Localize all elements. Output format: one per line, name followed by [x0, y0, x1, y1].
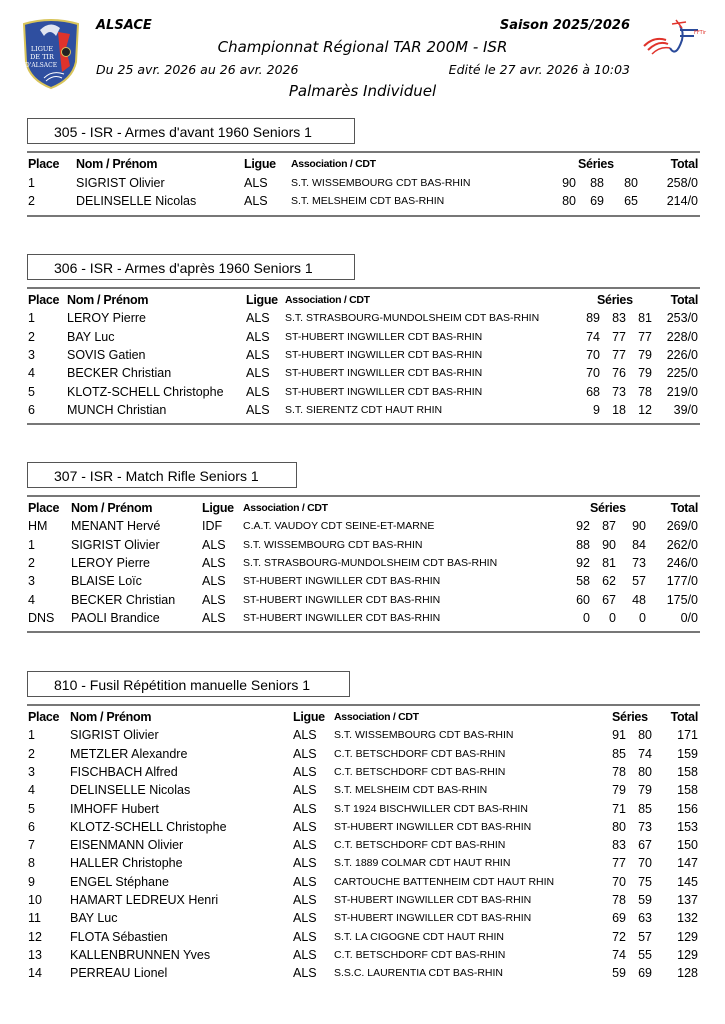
svg-text:LIGUE: LIGUE — [30, 45, 54, 53]
table-row — [0, 838, 725, 856]
section-title-box: 306 - ISR - Armes d'après 1960 Seniors 1 — [27, 254, 355, 280]
table-row — [0, 366, 725, 384]
series-score-cell: 90 — [562, 175, 576, 190]
total-cell: 158 — [677, 764, 698, 779]
name-cell: FLOTA Sébastien — [70, 929, 168, 944]
association-cell: S.T. WISSEMBOURG CDT BAS-RHIN — [291, 176, 471, 189]
total-cell: 225/0 — [666, 366, 698, 381]
series-score-cell: 0 — [583, 610, 590, 625]
place-cell: 3 — [28, 347, 35, 362]
association-cell: C.T. BETSCHDORF CDT BAS-RHIN — [334, 747, 506, 760]
series-score-cell: 12 — [638, 402, 652, 417]
column-header-association: Association / CDT — [291, 158, 376, 170]
table-row — [0, 194, 725, 212]
table-row — [0, 820, 725, 838]
column-header-series: Séries — [590, 501, 626, 515]
league-cell: ALS — [293, 783, 317, 798]
series-score-cell: 71 — [612, 801, 626, 816]
name-cell: KALLENBRUNNEN Yves — [70, 947, 211, 962]
place-cell: 4 — [28, 592, 35, 607]
section-top-rule — [27, 704, 700, 706]
series-score-cell: 92 — [576, 519, 590, 534]
league-cell: ALS — [246, 329, 270, 344]
series-score-cell: 48 — [632, 592, 646, 607]
place-cell: 13 — [28, 947, 42, 962]
series-score-cell: 79 — [612, 783, 626, 798]
total-cell: 156 — [677, 801, 698, 816]
column-header-association: Association / CDT — [334, 711, 419, 723]
name-cell: DELINSELLE Nicolas — [76, 194, 197, 208]
league-cell: ALS — [244, 175, 268, 190]
series-score-cell: 9 — [593, 402, 600, 417]
league-cell: ALS — [293, 838, 317, 853]
place-cell: 5 — [28, 384, 35, 399]
total-cell: 175/0 — [666, 592, 698, 607]
section-title-box: 307 - ISR - Match Rifle Seniors 1 — [27, 462, 297, 488]
league-cell: ALS — [293, 966, 317, 981]
series-score-cell: 78 — [638, 384, 652, 399]
column-header-league: Ligue — [202, 501, 234, 515]
series-score-cell: 80 — [562, 194, 576, 208]
place-cell: 12 — [28, 929, 42, 944]
association-cell: ST-HUBERT INGWILLER CDT BAS-RHIN — [334, 912, 532, 925]
total-cell: 129 — [677, 929, 698, 944]
series-score-cell: 78 — [612, 764, 626, 779]
league-cell: ALS — [293, 728, 317, 743]
association-cell: ST-HUBERT INGWILLER CDT BAS-RHIN — [285, 348, 483, 361]
place-cell: 4 — [28, 366, 35, 381]
place-cell: 1 — [28, 175, 35, 190]
series-score-cell: 83 — [612, 311, 626, 326]
column-header-place: Place — [28, 293, 60, 307]
total-cell: 171 — [677, 728, 698, 743]
league-cell: ALS — [293, 856, 317, 871]
league-cell: ALS — [293, 911, 317, 926]
association-cell: C.T. BETSCHDORF CDT BAS-RHIN — [334, 839, 506, 852]
series-score-cell: 80 — [638, 764, 652, 779]
table-row — [0, 966, 725, 984]
league-cell: ALS — [293, 801, 317, 816]
series-score-cell: 73 — [638, 819, 652, 834]
total-cell: 258/0 — [666, 175, 698, 190]
league-cell: ALS — [246, 402, 270, 417]
column-header-place: Place — [28, 157, 60, 171]
table-header-row — [0, 710, 725, 728]
league-name: ALSACE — [96, 18, 152, 33]
total-cell: 39/0 — [673, 402, 698, 417]
association-cell: ST-HUBERT INGWILLER CDT BAS-RHIN — [285, 385, 483, 398]
association-cell: S.T. WISSEMBOURG CDT BAS-RHIN — [243, 538, 423, 551]
name-cell: BAY Luc — [67, 329, 115, 344]
name-cell: MUNCH Christian — [67, 402, 167, 417]
event-dates: Du 25 avr. 2026 au 26 avr. 2026 — [96, 62, 299, 77]
series-score-cell: 81 — [602, 555, 616, 570]
table-row — [0, 930, 725, 948]
series-score-cell: 92 — [576, 555, 590, 570]
series-score-cell: 74 — [586, 329, 600, 344]
total-cell: 132 — [677, 911, 698, 926]
series-score-cell: 80 — [624, 175, 638, 190]
column-header-total: Total — [670, 501, 698, 515]
place-cell: 1 — [28, 311, 35, 326]
table-row — [0, 948, 725, 966]
series-score-cell: 70 — [612, 874, 626, 889]
series-score-cell: 67 — [602, 592, 616, 607]
section-title-box: 810 - Fusil Répétition manuelle Seniors 1 — [27, 671, 350, 697]
series-score-cell: 18 — [612, 402, 626, 417]
association-cell: S.T. MELSHEIM CDT BAS-RHIN — [291, 195, 445, 207]
league-cell: ALS — [246, 384, 270, 399]
svg-text:DE TIR: DE TIR — [30, 53, 54, 61]
place-cell: 14 — [28, 966, 42, 981]
table-row — [0, 385, 725, 403]
table-row — [0, 593, 725, 611]
name-cell: PERREAU Lionel — [70, 966, 168, 981]
league-cell: ALS — [293, 746, 317, 761]
league-cell: ALS — [293, 947, 317, 962]
svg-text:FFTir: FFTir — [694, 30, 707, 36]
place-cell: 2 — [28, 746, 35, 761]
series-score-cell: 57 — [638, 929, 652, 944]
name-cell: MENANT Hervé — [71, 519, 161, 534]
association-cell: S.T. MELSHEIM CDT BAS-RHIN — [334, 784, 488, 797]
series-score-cell: 74 — [612, 947, 626, 962]
series-score-cell: 90 — [602, 537, 616, 552]
name-cell: HAMART LEDREUX Henri — [70, 893, 219, 907]
league-cell: ALS — [246, 366, 270, 381]
league-cell: ALS — [293, 764, 317, 779]
association-cell: C.A.T. VAUDOY CDT SEINE-ET-MARNE — [243, 520, 435, 533]
name-cell: PAOLI Brandice — [71, 610, 160, 625]
series-score-cell: 69 — [612, 911, 626, 926]
series-score-cell: 63 — [638, 911, 652, 926]
name-cell: BAY Luc — [70, 911, 118, 926]
series-score-cell: 77 — [638, 329, 652, 344]
name-cell: ENGEL Stéphane — [70, 874, 169, 889]
column-header-total: Total — [670, 157, 698, 171]
section-bottom-rule — [27, 215, 700, 217]
league-cell: ALS — [293, 893, 317, 907]
place-cell: DNS — [28, 610, 55, 625]
column-header-name: Nom / Prénom — [71, 501, 153, 515]
table-row — [0, 538, 725, 556]
column-header-name: Nom / Prénom — [67, 293, 149, 307]
column-header-place: Place — [28, 501, 60, 515]
place-cell: 10 — [28, 893, 42, 907]
series-score-cell: 60 — [576, 592, 590, 607]
association-cell: S.T. 1889 COLMAR CDT HAUT RHIN — [334, 857, 511, 870]
total-cell: 228/0 — [666, 329, 698, 344]
association-cell: S.T. WISSEMBOURG CDT BAS-RHIN — [334, 729, 514, 742]
total-cell: 219/0 — [666, 384, 698, 399]
name-cell: SOVIS Gatien — [67, 347, 146, 362]
series-score-cell: 83 — [612, 838, 626, 853]
series-score-cell: 78 — [612, 893, 626, 907]
league-cell: ALS — [244, 194, 268, 208]
association-cell: C.T. BETSCHDORF CDT BAS-RHIN — [334, 765, 506, 778]
association-cell: ST-HUBERT INGWILLER CDT BAS-RHIN — [243, 611, 441, 624]
name-cell: KLOTZ-SCHELL Christophe — [67, 384, 224, 399]
series-score-cell: 77 — [612, 856, 626, 871]
total-cell: 262/0 — [666, 537, 698, 552]
page-title: Championnat Régional TAR 200M - ISR — [217, 38, 508, 56]
series-score-cell: 62 — [602, 574, 616, 589]
place-cell: HM — [28, 519, 48, 534]
series-score-cell: 68 — [586, 384, 600, 399]
league-cell: ALS — [293, 874, 317, 889]
total-cell: 158 — [677, 783, 698, 798]
svg-text:D'ALSACE: D'ALSACE — [24, 62, 58, 69]
series-score-cell: 59 — [638, 893, 652, 907]
series-score-cell: 65 — [624, 194, 638, 208]
series-score-cell: 79 — [638, 366, 652, 381]
table-row — [0, 574, 725, 592]
series-score-cell: 55 — [638, 947, 652, 962]
place-cell: 1 — [28, 537, 35, 552]
total-cell: 145 — [677, 874, 698, 889]
season-label: Saison 2025/2026 — [499, 18, 630, 33]
name-cell: KLOTZ-SCHELL Christophe — [70, 819, 227, 834]
table-row — [0, 856, 725, 874]
table-row — [0, 747, 725, 765]
column-header-association: Association / CDT — [285, 294, 370, 306]
name-cell: LEROY Pierre — [71, 555, 150, 570]
league-cell: ALS — [293, 819, 317, 834]
series-score-cell: 76 — [612, 366, 626, 381]
series-score-cell: 88 — [576, 537, 590, 552]
place-cell: 5 — [28, 801, 35, 816]
total-cell: 246/0 — [666, 555, 698, 570]
series-score-cell: 85 — [612, 746, 626, 761]
series-score-cell: 0 — [609, 610, 616, 625]
series-score-cell: 84 — [632, 537, 646, 552]
series-score-cell: 74 — [638, 746, 652, 761]
series-score-cell: 69 — [638, 966, 652, 981]
total-cell: 226/0 — [666, 347, 698, 362]
series-score-cell: 91 — [612, 728, 626, 743]
name-cell: DELINSELLE Nicolas — [70, 783, 191, 798]
section-top-rule — [27, 287, 700, 289]
total-cell: 214/0 — [666, 194, 698, 208]
table-row — [0, 176, 725, 194]
place-cell: 4 — [28, 783, 35, 798]
place-cell: 7 — [28, 838, 35, 853]
association-cell: S.T. SIERENTZ CDT HAUT RHIN — [285, 403, 443, 416]
series-score-cell: 69 — [590, 194, 604, 208]
total-cell: 129 — [677, 947, 698, 962]
total-cell: 137 — [677, 893, 698, 907]
total-cell: 128 — [677, 966, 698, 981]
league-cell: ALS — [202, 592, 226, 607]
column-header-total: Total — [670, 710, 698, 724]
league-cell: ALS — [202, 610, 226, 625]
league-cell: ALS — [246, 347, 270, 362]
page-subtitle: Palmarès Individuel — [288, 82, 437, 100]
table-row — [0, 519, 725, 537]
table-header-row — [0, 157, 725, 175]
column-header-league: Ligue — [293, 710, 325, 724]
series-score-cell: 73 — [632, 555, 646, 570]
series-score-cell: 70 — [586, 366, 600, 381]
table-row — [0, 783, 725, 801]
name-cell: BLAISE Loïc — [71, 574, 142, 589]
association-cell: S.T. STRASBOURG-MUNDOLSHEIM CDT BAS-RHIN — [285, 312, 540, 325]
series-score-cell: 88 — [590, 175, 604, 190]
association-cell: S.T 1924 BISCHWILLER CDT BAS-RHIN — [334, 802, 528, 815]
league-cell: ALS — [202, 537, 226, 552]
total-cell: 150 — [677, 838, 698, 853]
column-header-place: Place — [28, 710, 60, 724]
league-cell: ALS — [202, 574, 226, 589]
series-score-cell: 80 — [612, 819, 626, 834]
column-header-league: Ligue — [246, 293, 278, 307]
name-cell: IMHOFF Hubert — [70, 801, 159, 816]
association-cell: C.T. BETSCHDORF CDT BAS-RHIN — [334, 948, 506, 961]
series-score-cell: 70 — [586, 347, 600, 362]
association-cell: ST-HUBERT INGWILLER CDT BAS-RHIN — [334, 894, 532, 906]
column-header-league: Ligue — [244, 157, 276, 171]
table-row — [0, 765, 725, 783]
series-score-cell: 79 — [638, 783, 652, 798]
association-cell: ST-HUBERT INGWILLER CDT BAS-RHIN — [243, 575, 441, 588]
league-cell: ALS — [293, 929, 317, 944]
table-row — [0, 893, 725, 911]
table-row — [0, 311, 725, 329]
place-cell: 2 — [28, 329, 35, 344]
total-cell: 177/0 — [666, 574, 698, 589]
name-cell: SIGRIST Olivier — [76, 175, 165, 190]
name-cell: BECKER Christian — [71, 592, 176, 607]
place-cell: 6 — [28, 819, 35, 834]
section-title-box: 305 - ISR - Armes d'avant 1960 Seniors 1 — [27, 118, 355, 144]
series-score-cell: 87 — [602, 519, 616, 534]
total-cell: 269/0 — [666, 519, 698, 534]
table-row — [0, 403, 725, 421]
total-cell: 253/0 — [666, 311, 698, 326]
table-header-row — [0, 293, 725, 311]
name-cell: HALLER Christophe — [70, 856, 183, 871]
name-cell: LEROY Pierre — [67, 311, 146, 326]
table-row — [0, 330, 725, 348]
association-cell: CARTOUCHE BATTENHEIM CDT HAUT RHIN — [334, 875, 555, 888]
league-cell: IDF — [202, 519, 223, 534]
table-row — [0, 556, 725, 574]
series-score-cell: 67 — [638, 838, 652, 853]
total-cell: 159 — [677, 746, 698, 761]
section-top-rule — [27, 495, 700, 497]
total-cell: 153 — [677, 819, 698, 834]
association-cell: S.S.C. LAURENTIA CDT BAS-RHIN — [334, 967, 504, 980]
column-header-association: Association / CDT — [243, 502, 328, 514]
place-cell: 2 — [28, 194, 35, 208]
series-score-cell: 73 — [612, 384, 626, 399]
series-score-cell: 75 — [638, 874, 652, 889]
series-score-cell: 72 — [612, 929, 626, 944]
association-cell: S.T. LA CIGOGNE CDT HAUT RHIN — [334, 930, 504, 943]
league-cell: ALS — [202, 555, 226, 570]
name-cell: FISCHBACH Alfred — [70, 764, 178, 779]
association-cell: ST-HUBERT INGWILLER CDT BAS-RHIN — [243, 593, 441, 606]
series-score-cell: 77 — [612, 347, 626, 362]
place-cell: 6 — [28, 402, 35, 417]
series-score-cell: 80 — [638, 728, 652, 743]
table-row — [0, 911, 725, 929]
place-cell: 2 — [28, 555, 35, 570]
edited-timestamp: Edité le 27 avr. 2026 à 10:03 — [448, 62, 630, 77]
series-score-cell: 0 — [639, 610, 646, 625]
total-cell: 0/0 — [680, 610, 698, 625]
table-row — [0, 728, 725, 746]
place-cell: 3 — [28, 764, 35, 779]
league-cell: ALS — [246, 311, 270, 326]
table-row — [0, 348, 725, 366]
name-cell: SIGRIST Olivier — [71, 537, 160, 552]
column-header-series: Séries — [578, 157, 614, 171]
series-score-cell: 59 — [612, 966, 626, 981]
place-cell: 3 — [28, 574, 35, 589]
column-header-series: Séries — [612, 710, 648, 724]
place-cell: 8 — [28, 856, 35, 871]
series-score-cell: 70 — [638, 856, 652, 871]
section-bottom-rule — [27, 423, 700, 425]
association-cell: ST-HUBERT INGWILLER CDT BAS-RHIN — [334, 820, 532, 833]
series-score-cell: 90 — [632, 519, 646, 534]
column-header-total: Total — [670, 293, 698, 307]
series-score-cell: 79 — [638, 347, 652, 362]
name-cell: EISENMANN Olivier — [70, 838, 184, 853]
association-cell: ST-HUBERT INGWILLER CDT BAS-RHIN — [285, 330, 483, 343]
name-cell: METZLER Alexandre — [70, 746, 188, 761]
table-row — [0, 875, 725, 893]
total-cell: 147 — [677, 856, 698, 871]
place-cell: 1 — [28, 728, 35, 743]
series-score-cell: 77 — [612, 329, 626, 344]
table-row — [0, 802, 725, 820]
section-bottom-rule — [27, 631, 700, 633]
association-cell: ST-HUBERT INGWILLER CDT BAS-RHIN — [285, 367, 483, 380]
series-score-cell: 89 — [586, 311, 600, 326]
column-header-name: Nom / Prénom — [70, 710, 152, 724]
place-cell: 11 — [28, 911, 41, 926]
series-score-cell: 81 — [638, 311, 652, 326]
series-score-cell: 58 — [576, 574, 590, 589]
column-header-series: Séries — [597, 293, 633, 307]
place-cell: 9 — [28, 874, 35, 889]
column-header-name: Nom / Prénom — [76, 157, 158, 171]
series-score-cell: 57 — [632, 574, 646, 589]
name-cell: BECKER Christian — [67, 366, 172, 381]
name-cell: SIGRIST Olivier — [70, 728, 159, 743]
section-top-rule — [27, 151, 700, 153]
table-row — [0, 611, 725, 629]
association-cell: S.T. STRASBOURG-MUNDOLSHEIM CDT BAS-RHIN — [243, 556, 498, 569]
table-header-row — [0, 501, 725, 519]
series-score-cell: 85 — [638, 801, 652, 816]
